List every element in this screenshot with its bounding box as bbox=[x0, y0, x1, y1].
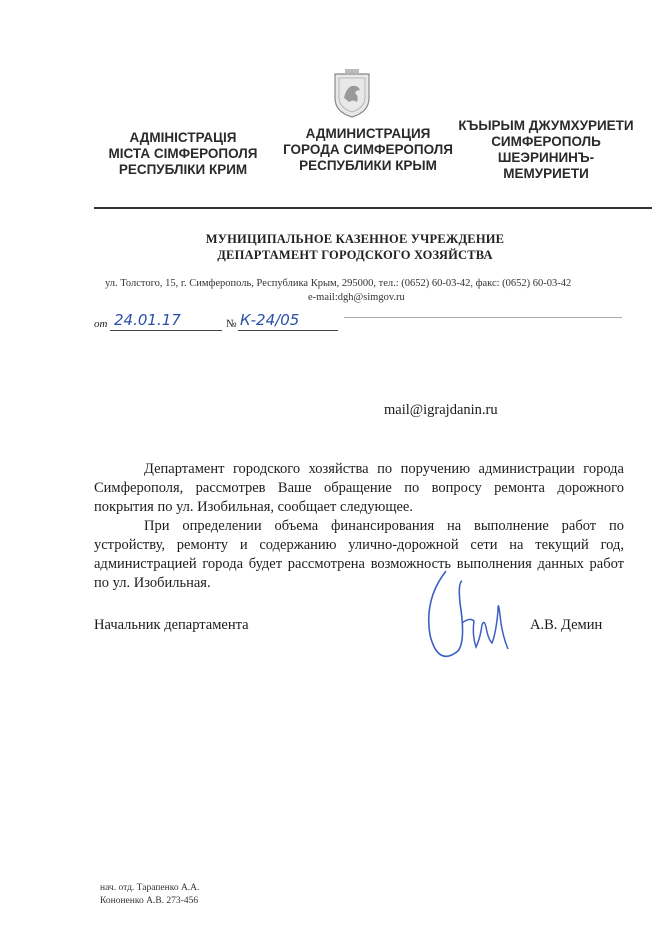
signatory-position: Начальник департамента bbox=[94, 617, 249, 633]
reference-number: К-24/05 bbox=[240, 311, 300, 329]
body-paragraph-2: При определении объема финансирования на выполнение работ по устройству, ремонту и содержанию улично-дорожной сети на текущий год, администрацией города будет рассмотрена возможность выполнения данных работ по ул. Изобильная. bbox=[94, 518, 624, 591]
header-left-line: МІСТА СІМФЕРОПОЛЯ bbox=[108, 146, 258, 161]
handwritten-signature-icon bbox=[418, 563, 518, 671]
header-center-line: ГОРОДА СИМФЕРОПОЛЯ bbox=[283, 142, 453, 157]
signatory-name: А.В. Демин bbox=[530, 617, 603, 633]
header-right-line: СИМФЕРОПОЛЬ bbox=[491, 134, 601, 149]
date-underline bbox=[110, 330, 222, 331]
reference-line bbox=[94, 313, 624, 335]
header-right-line: ШЕЭРИНИНЪ- bbox=[497, 150, 595, 165]
reference-date: 24.01.17 bbox=[114, 311, 181, 329]
reference-rule bbox=[344, 317, 622, 318]
organization-address: ул. Толстого, 15, г. Симферополь, Республика Крым, 295000, тел.: (0652) 60-03-42, факс: (0652) 60-03-42 bbox=[105, 278, 572, 289]
header-center-line: РЕСПУБЛИКИ КРЫМ bbox=[299, 158, 437, 173]
coat-of-arms-icon bbox=[331, 68, 373, 118]
recipient-email: mail@igrajdanin.ru bbox=[384, 402, 498, 418]
header-left-line: РЕСПУБЛІКИ КРИМ bbox=[118, 162, 248, 177]
header-center-line: АДМИНИСТРАЦИЯ bbox=[305, 126, 431, 141]
number-underline bbox=[238, 330, 338, 331]
header-russian bbox=[283, 126, 453, 174]
header-right-line: КЪЫРЫМ ДЖУМХУРИЕТИ bbox=[458, 118, 634, 133]
organization-email: e-mail:dgh@simgov.ru bbox=[308, 292, 405, 303]
header-ukrainian bbox=[108, 130, 258, 178]
executor-line-1: нач. отд. Тарапенко А.А. bbox=[100, 883, 200, 893]
from-label: от bbox=[94, 318, 108, 330]
executor-line-2: Кононенко А.В. 273-456 bbox=[100, 896, 199, 906]
body-paragraph-1: Департамент городского хозяйства по поручению администрации города Симферополя, рассмотрев Ваше обращение по вопросу ремонта дорожного покрытия по ул. Изобильная, сообщает следующее. bbox=[94, 461, 624, 515]
organization-name bbox=[140, 231, 570, 263]
header-right-line: МЕМУРИЕТИ bbox=[503, 166, 589, 181]
header-left-line: АДМІНІСТРАЦІЯ bbox=[129, 130, 237, 145]
header-crimean-tatar bbox=[456, 118, 636, 182]
organization-line-1: МУНИЦИПАЛЬНОЕ КАЗЕННОЕ УЧРЕЖДЕНИЕ bbox=[205, 232, 505, 246]
organization-line-2: ДЕПАРТАМЕНТ ГОРОДСКОГО ХОЗЯЙСТВА bbox=[217, 248, 493, 262]
header-divider bbox=[94, 207, 652, 209]
number-label: № bbox=[226, 318, 237, 330]
